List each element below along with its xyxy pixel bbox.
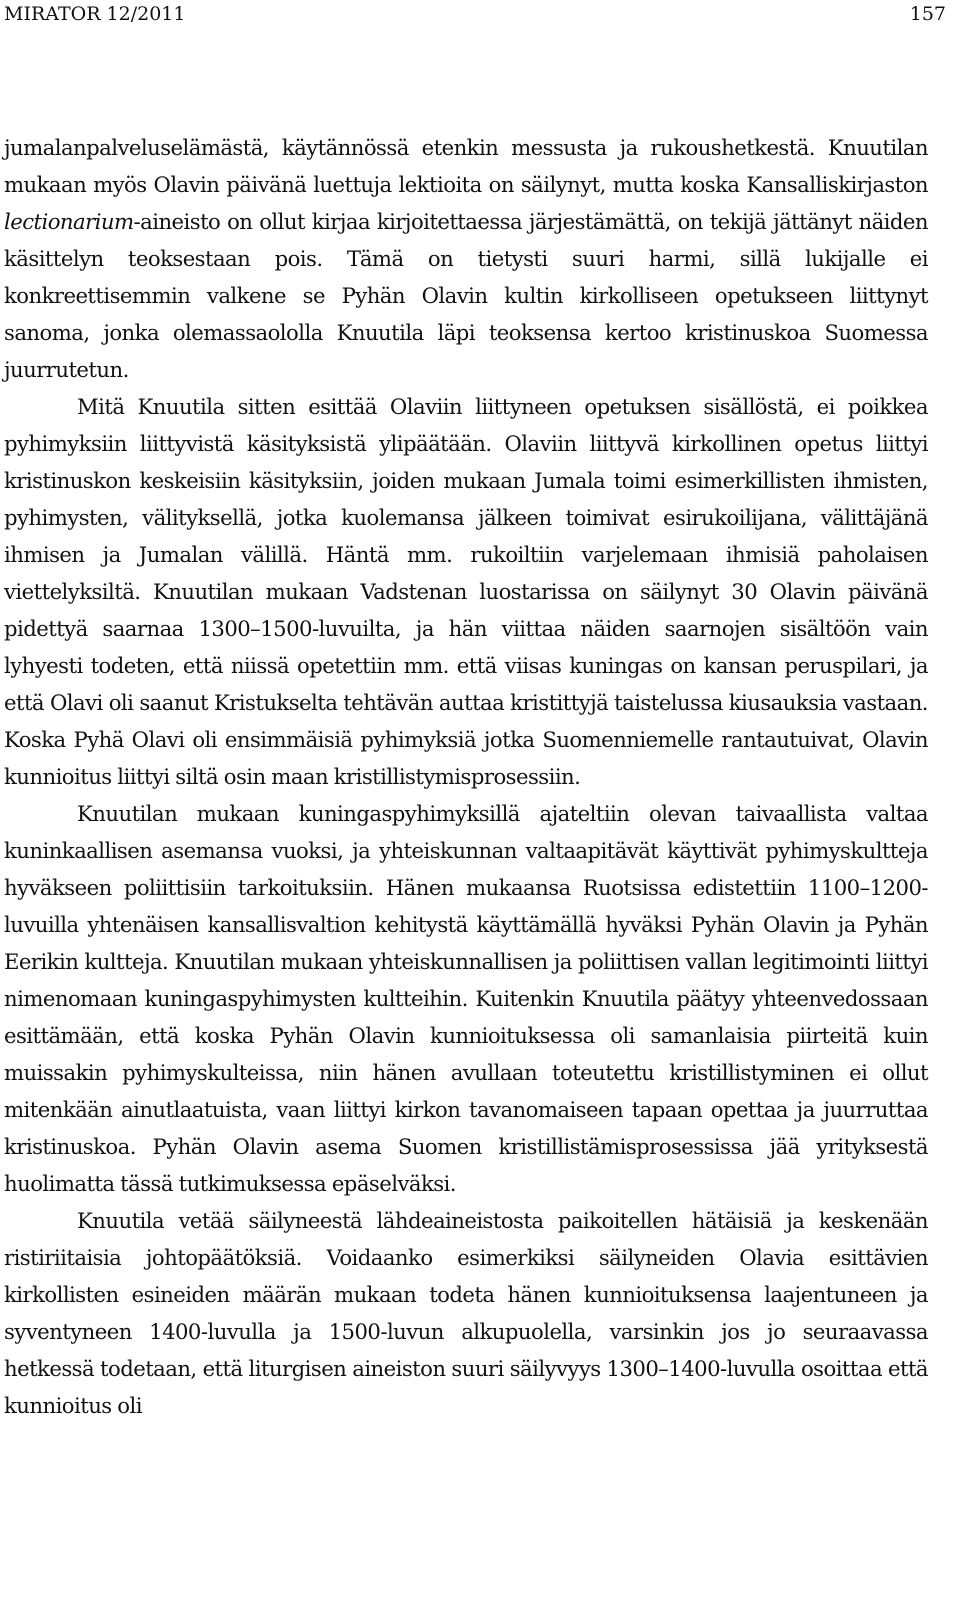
paragraph-2-text: Mitä Knuutila sitten esittää Olaviin liittyneen opetuksen sisällöstä, ei poikkea pyhimyksiin liittyvistä käsityksistä ylipäätään. Olaviin liittyvä kirkollinen opetus liittyi kristinuskon keskeisiin käsityksiin, joiden mukaan Jumala toimi esimerkillisten ihmisten, pyhimysten, välityksellä, jotka kuolemansa jälkeen toimivat esirukoilijana, välittäjänä ihmisen ja Jumalan välillä. Häntä mm. rukoiltiin varjelemaan ihmisiä paholaisen viettelyksiltä. Knuutilan mukaan Vadstenan luostarissa on säilynyt 30 Olavin päivänä pidettyä saarnaa 1300–1500-luvuilta, ja hän viittaa näiden saarnojen sisältöön vain lyhyesti todeten, että niissä opetettiin mm. että viisas kuningas on kansan peruspilari, ja että Olavi oli saanut Kristukselta tehtävän auttaa kristittyjä taistelussa kiusauksia vastaan. Koska Pyhä Olavi oli ensimmäisiä pyhimyksiä jotka Suomenniemelle rantautuivat, Olavin kunnioitus liittyi siltä osin maan kristillistymisprosessiin. (4, 394, 928, 789)
paragraph-3 (4, 795, 928, 1202)
page-header (4, 2, 946, 28)
article-body (4, 129, 928, 1424)
paragraph-2 (4, 388, 928, 795)
italic-term-lectionarium: lectionarium (4, 209, 134, 234)
paragraph-1-text: jumalanpalveluselämästä, käytännössä etenkin messusta ja rukoushetkestä. Knuutilan mukaan myös Olavin päivänä luettuja lektioita on säilynyt, mutta koska Kansalliskirjaston (4, 135, 928, 197)
page-number: 157 (909, 3, 946, 25)
paragraph-4-text: Knuutila vetää säilyneestä lähdeaineistosta paikoitellen hätäisiä ja keskenään ristiriitaisia johtopäätöksiä. Voidaanko esimerkiksi säilyneiden Olavia esittävien kirkollisten esineiden määrän mukaan todeta hänen kunnioituksensa laajentuneen ja syventyneen 1400-luvulla ja 1500-luvun alkupuolella, varsinkin jos jo seuraavassa hetkessä todetaan, että liturgisen aineiston suuri säilyvyys 1300–1400-luvulla osoittaa että kunnioitus oli (4, 1208, 928, 1418)
paragraph-4 (4, 1202, 928, 1424)
paragraph-1 (4, 129, 928, 388)
paragraph-1-text-cont: -aineisto on ollut kirjaa kirjoitettaessa järjestämättä, on tekijä jättänyt näiden käsittelyn teoksestaan pois. Tämä on tietysti suuri harmi, sillä lukijalle ei konkreettisemmin valkene se Pyhän Olavin kultin kirkolliseen opetukseen liittynyt sanoma, jonka olemassaololla Knuutila läpi teoksensa kertoo kristinuskoa Suomessa juurrutetun. (4, 209, 928, 382)
journal-issue: MIRATOR 12/2011 (4, 3, 186, 25)
paragraph-3-text: Knuutilan mukaan kuningaspyhimyksillä ajateltiin olevan taivaallista valtaa kuninkaallisen asemansa vuoksi, ja yhteiskunnan valtaapitävät käyttivät pyhimyskultteja hyväkseen poliittisiin tarkoituksiin. Hänen mukaansa Ruotsissa edistettiin 1100–1200-luvuilla yhtenäisen kansallisvaltion kehitystä käyttämällä hyväksi Pyhän Olavin ja Pyhän Eerikin kultteja. Knuutilan mukaan yhteiskunnallisen ja poliittisen vallan legitimointi liittyi nimenomaan kuningaspyhimysten kultteihin. Kuitenkin Knuutila päätyy yhteenvedossaan esittämään, että koska Pyhän Olavin kunnioituksessa oli samanlaisia piirteitä kuin muissakin pyhimyskulteissa, niin hänen avullaan toteutettu kristillistyminen ei ollut mitenkään ainutlaatuista, vaan liittyi kirkon tavanomaiseen tapaan opettaa ja juurruttaa kristinuskoa. Pyhän Olavin asema Suomen kristillistämisprosessissa jää yrityksestä huolimatta tässä tutkimuksessa epäselväksi. (4, 801, 928, 1196)
